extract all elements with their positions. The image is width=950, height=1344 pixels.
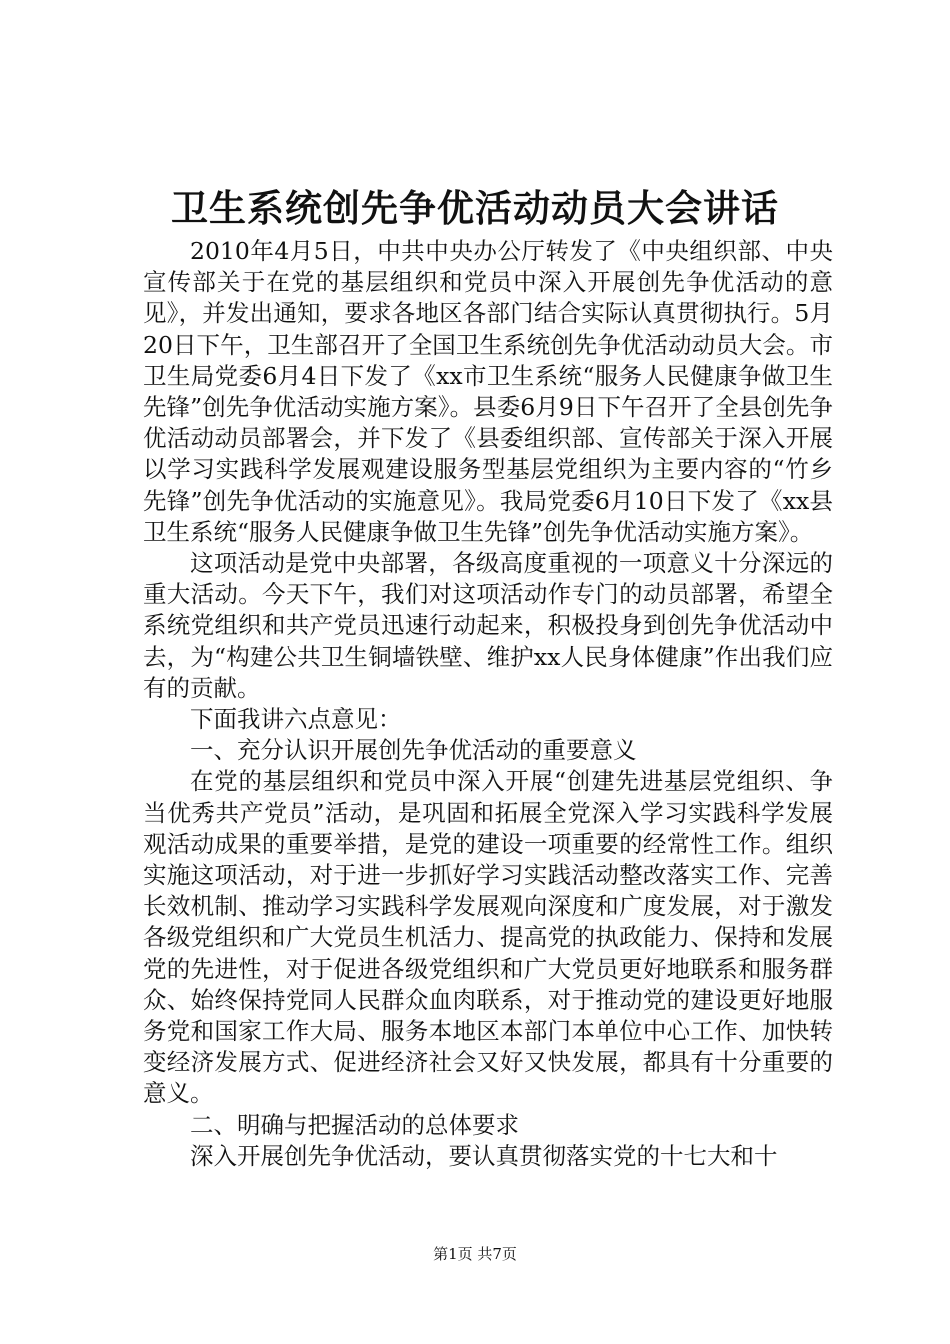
paragraph: 这项活动是党中央部署，各级高度重视的一项意义十分深远的重大活动。今天下午，我们对这项活动作专门的动员部署，希望全系统党组织和共产党员迅速行动起来，积极投身到创先争优活动中去，为“构建公共卫生铜墙铁壁、维护xx人民身体健康”作出我们应有的贡献。 (143, 549, 833, 702)
paragraph: 下面我讲六点意见： (190, 705, 402, 734)
paragraph: 在党的基层组织和党员中深入开展“创建先进基层党组织、争当优秀共产党员”活动，是巩固和拓展全党深入学习实践科学发展观活动成果的重要举措，是党的建设一项重要的经常性工作。组织实施这项活动，对于进一步抓好学习实践活动整改落实工作、完善长效机制、推动学习实践科学发展观向深度和广度发展，对于激发各级党组织和广大党员生机活力、提高党的执政能力、保持和发展党的先进性，对于促进各级党组织和广大党员更好地联系和服务群众、始终保持党同人民群众血肉联系，对于推动党的建设更好地服务党和国家工作大局、服务本地区本部门本单位中心工作、加快转变经济发展方式、促进经济社会又好又快发展，都具有十分重要的意义。 (143, 767, 833, 1108)
document-title: 卫生系统创先争优活动动员大会讲话 (171, 186, 779, 230)
section-heading: 二、明确与把握活动的总体要求 (190, 1110, 519, 1139)
page-footer: 第1页 共7页 (433, 1245, 517, 1263)
paragraph: 2010年4月5日，中共中央办公厅转发了《中央组织部、中央宣传部关于在党的基层组织和党员中深入开展创先争优活动的意见》，并发出通知，要求各地区各部门结合实际认真贯彻执行。5月20日下午，卫生部召开了全国卫生系统创先争优活动动员大会。市卫生局党委6月4日下发了《xx市卫生系统“服务人民健康争做卫生先锋”创先争优活动实施方案》。县委6月9日下午召开了全县创先争优活动动员部署会，并下发了《县委组织部、宣传部关于深入开展以学习实践科学发展观建设服务型基层党组织为主要内容的“竹乡先锋”创先争优活动的实施意见》。我局党委6月10日下发了《xx县卫生系统“服务人民健康争做卫生先锋”创先争优活动实施方案》。 (143, 237, 833, 546)
document-body (143, 236, 833, 1172)
section-heading: 一、充分认识开展创先争优活动的重要意义 (190, 736, 637, 765)
paragraph: 深入开展创先争优活动，要认真贯彻落实党的十七大和十 (190, 1141, 778, 1170)
